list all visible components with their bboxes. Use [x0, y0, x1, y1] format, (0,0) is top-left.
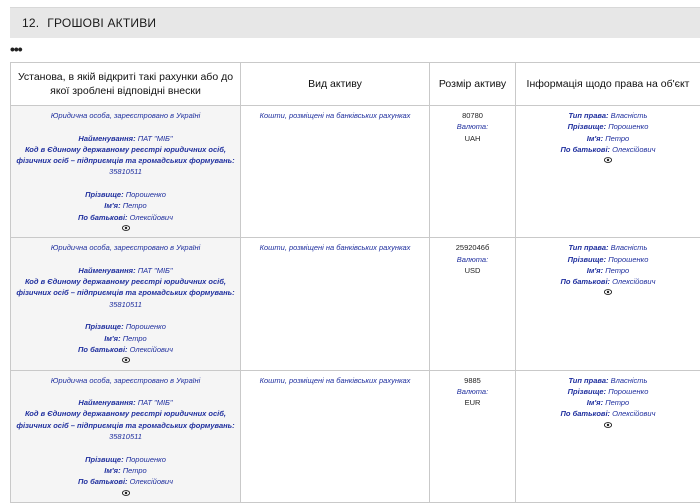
patronymic-label: По батькові: [78, 213, 128, 222]
patronymic-value: Олексійович [130, 345, 173, 354]
surname-label: Прізвище: [85, 322, 124, 331]
institution-type: Юридична особа, зареєстровано в Україні [14, 110, 237, 121]
surname-value: Порошенко [126, 190, 166, 199]
right-type-value: Власність [611, 243, 648, 252]
code-label: Код в Єдиному державному реєстрі юридичних осіб, фізичних осіб – підприємців та громадських формувань: [16, 277, 234, 297]
currency-label: Валюта: [433, 386, 512, 397]
currency-value: EUR [433, 397, 512, 408]
header-asset-amount: Розмір активу [430, 63, 516, 106]
eye-icon[interactable] [122, 489, 130, 497]
table-row [11, 370, 700, 502]
right-type-value: Власність [611, 376, 648, 385]
currency-value: UAH [433, 133, 512, 144]
amount-value: 80780 [433, 110, 512, 121]
amount-value: 2592046б [433, 242, 512, 253]
right-patronymic-value: Олексійович [612, 277, 655, 286]
eye-icon[interactable] [122, 224, 130, 232]
first-name-label: Ім'я: [104, 334, 120, 343]
right-patronymic-label: По батькові: [561, 277, 611, 286]
name-value: ПАТ "МІБ" [138, 134, 173, 143]
right-first-name-label: Ім'я: [587, 134, 603, 143]
institution-type: Юридична особа, зареєстровано в Україні [14, 242, 237, 253]
right-surname-label: Прізвище: [568, 387, 607, 396]
institution-cell [11, 370, 241, 502]
right-patronymic-label: По батькові: [561, 145, 611, 154]
institution-cell [11, 238, 241, 370]
header-right-info: Інформація щодо права на об'єкт [516, 63, 700, 106]
asset-type-value: Кошти, розміщені на банківських рахунках [244, 375, 426, 386]
first-name-value: Петро [123, 334, 147, 343]
right-surname-label: Прізвище: [568, 255, 607, 264]
name-label: Найменування: [78, 266, 135, 275]
code-value: 35810511 [109, 300, 142, 309]
right-info-cell [516, 370, 700, 502]
currency-label: Валюта: [433, 121, 512, 132]
right-patronymic-label: По батькові: [561, 409, 611, 418]
patronymic-value: Олексійович [130, 477, 173, 486]
code-value: 35810511 [109, 167, 142, 176]
code-label: Код в Єдиному державному реєстрі юридичних осіб, фізичних осіб – підприємців та громадських формувань: [16, 409, 234, 429]
right-info-cell [516, 106, 700, 238]
right-first-name-label: Ім'я: [587, 398, 603, 407]
currency-label: Валюта: [433, 254, 512, 265]
name-value: ПАТ "МІБ" [138, 266, 173, 275]
patronymic-label: По батькові: [78, 345, 128, 354]
eye-icon[interactable] [604, 288, 612, 296]
patronymic-value: Олексійович [130, 213, 173, 222]
header-institution: Установа, в якій відкриті такі рахунки або до якої зроблені відповідні внески [11, 63, 241, 106]
section-number: 12. [22, 16, 39, 30]
currency-value: USD [433, 265, 512, 276]
amount-value: 9885 [433, 375, 512, 386]
surname-value: Порошенко [126, 455, 166, 464]
patronymic-label: По батькові: [78, 477, 128, 486]
eye-icon[interactable] [604, 421, 612, 429]
right-first-name-value: Петро [605, 398, 629, 407]
institution-cell [11, 106, 241, 238]
surname-label: Прізвище: [85, 455, 124, 464]
section-title: ГРОШОВІ АКТИВИ [47, 16, 156, 30]
right-patronymic-value: Олексійович [612, 409, 655, 418]
first-name-label: Ім'я: [104, 201, 120, 210]
asset-amount-cell [430, 106, 516, 238]
first-name-value: Петро [123, 466, 147, 475]
right-type-value: Власність [611, 111, 648, 120]
right-type-label: Тип права: [569, 111, 609, 120]
asset-amount-cell [430, 238, 516, 370]
asset-type-value: Кошти, розміщені на банківських рахунках [244, 110, 426, 121]
asset-type-cell [241, 106, 430, 238]
right-surname-label: Прізвище: [568, 122, 607, 131]
more-dots[interactable]: ••• [10, 42, 22, 56]
institution-type: Юридична особа, зареєстровано в Україні [14, 375, 237, 386]
eye-icon[interactable] [122, 356, 130, 364]
asset-amount-cell [430, 370, 516, 502]
table-header-row [11, 63, 700, 106]
name-label: Найменування: [78, 398, 135, 407]
eye-icon[interactable] [604, 156, 612, 164]
right-first-name-value: Петро [605, 134, 629, 143]
right-info-cell [516, 238, 700, 370]
table-row [11, 106, 700, 238]
surname-value: Порошенко [126, 322, 166, 331]
first-name-value: Петро [123, 201, 147, 210]
right-surname-value: Порошенко [608, 122, 648, 131]
code-label: Код в Єдиному державному реєстрі юридичних осіб, фізичних осіб – підприємців та громадських формувань: [16, 145, 234, 165]
section-header [10, 7, 700, 38]
surname-label: Прізвище: [85, 190, 124, 199]
asset-type-cell [241, 370, 430, 502]
name-value: ПАТ "МІБ" [138, 398, 173, 407]
right-surname-value: Порошенко [608, 255, 648, 264]
name-label: Найменування: [78, 134, 135, 143]
right-surname-value: Порошенко [608, 387, 648, 396]
first-name-label: Ім'я: [104, 466, 120, 475]
code-value: 35810511 [109, 432, 142, 441]
right-first-name-label: Ім'я: [587, 266, 603, 275]
right-patronymic-value: Олексійович [612, 145, 655, 154]
table-row [11, 238, 700, 370]
cash-assets-table [10, 62, 700, 503]
asset-type-cell [241, 238, 430, 370]
right-first-name-value: Петро [605, 266, 629, 275]
header-asset-type: Вид активу [241, 63, 430, 106]
asset-type-value: Кошти, розміщені на банківських рахунках [244, 242, 426, 253]
right-type-label: Тип права: [569, 376, 609, 385]
right-type-label: Тип права: [569, 243, 609, 252]
